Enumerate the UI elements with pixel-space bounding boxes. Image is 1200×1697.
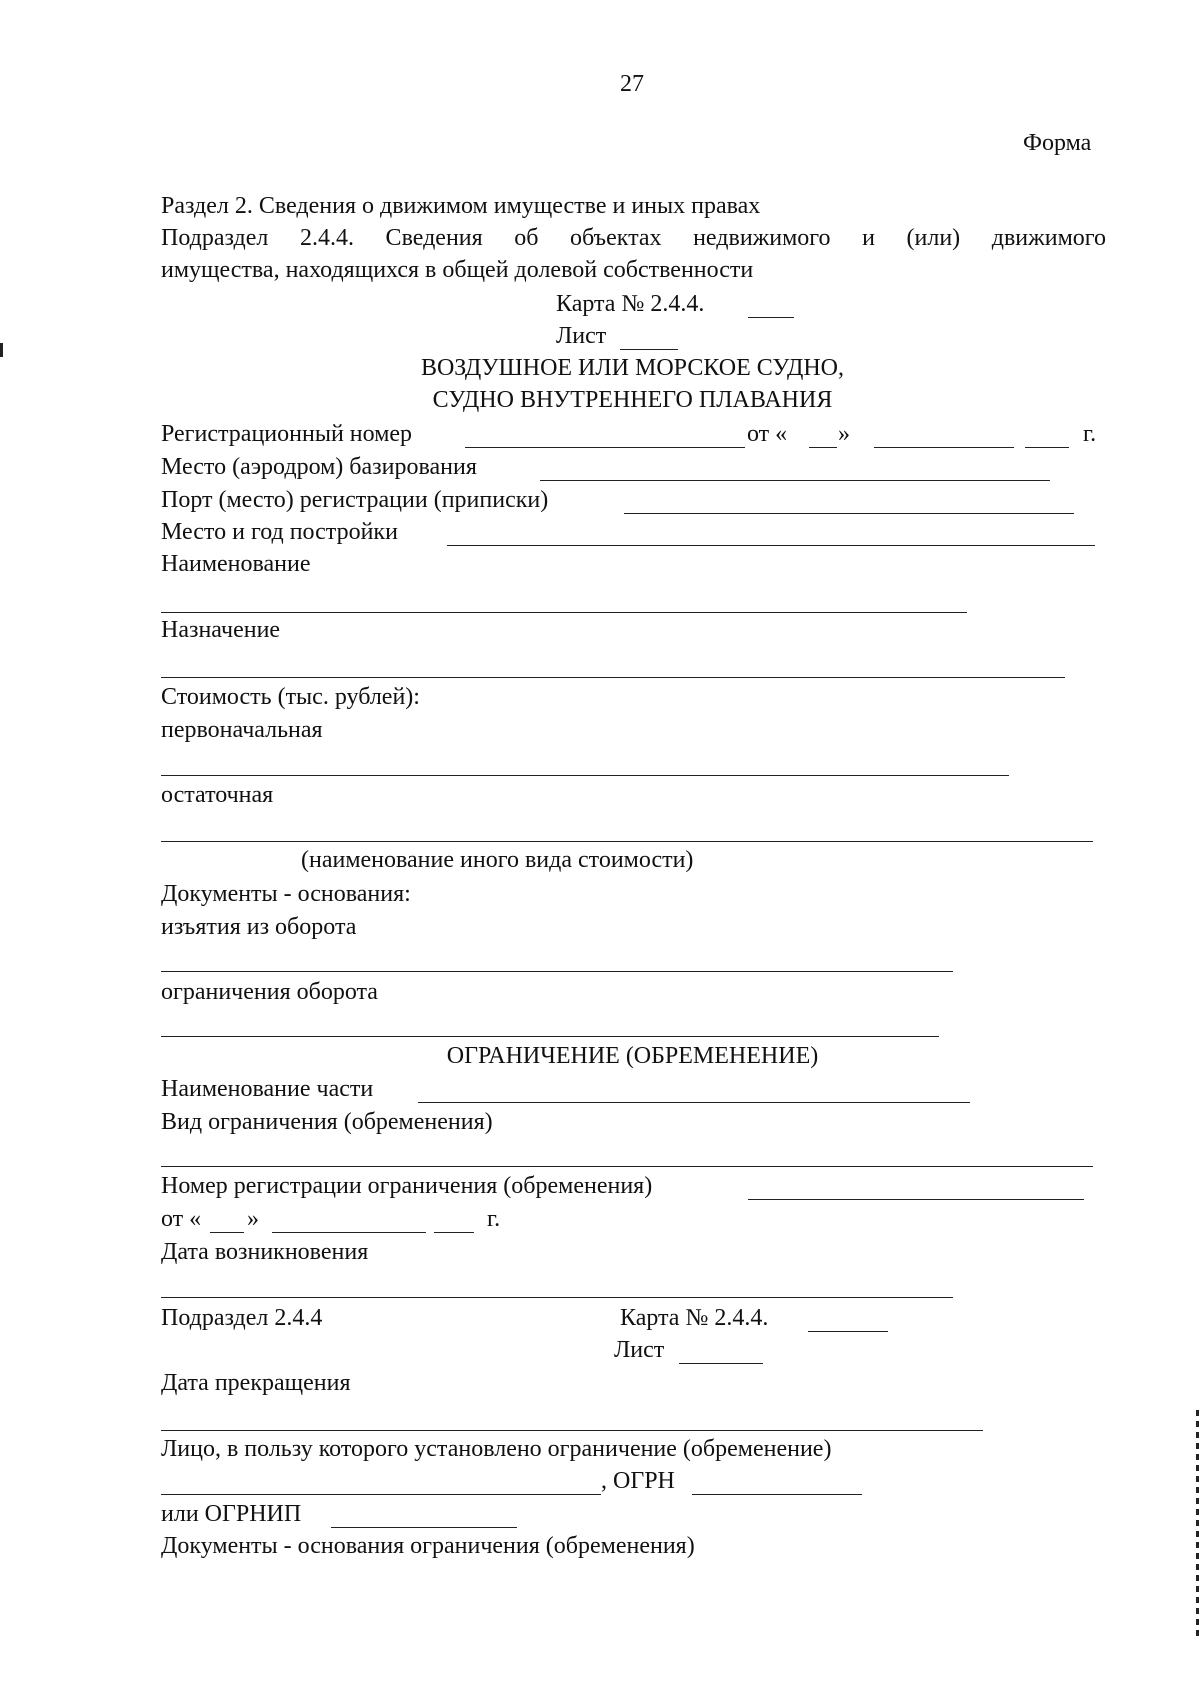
cost-initial-field[interactable] bbox=[161, 775, 1009, 776]
reg-date-year-field[interactable] bbox=[1025, 447, 1069, 448]
sheet-label: Лист bbox=[556, 323, 607, 349]
scan-mark-right bbox=[1196, 1410, 1199, 1640]
reg-date-day-field[interactable] bbox=[809, 447, 837, 448]
cost-initial-label: первоначальная bbox=[161, 717, 323, 743]
encumbrance-type-label: Вид ограничения (обременения) bbox=[161, 1109, 493, 1135]
form-title-line1: ВОЗДУШНОЕ ИЛИ МОРСКОЕ СУДНО, bbox=[420, 355, 845, 381]
purpose-label: Назначение bbox=[161, 617, 281, 643]
encumbrance-date-quote-close: » bbox=[247, 1206, 259, 1232]
withdrawal-label: изъятия из оборота bbox=[161, 914, 357, 940]
card-number-field[interactable] bbox=[748, 317, 794, 318]
encumbrance-date-month-field[interactable] bbox=[272, 1232, 426, 1233]
encumbrance-heading: ОГРАНИЧЕНИЕ (ОБРЕМЕНЕНИЕ) bbox=[446, 1043, 819, 1069]
page-number: 27 bbox=[620, 71, 644, 97]
build-place-year-label: Место и год постройки bbox=[161, 519, 398, 545]
encumbrance-date-year-suffix: г. bbox=[487, 1206, 501, 1232]
subsection-heading-line2: имущества, находящихся в общей долевой собственности bbox=[161, 257, 754, 283]
cost-residual-field[interactable] bbox=[161, 841, 1093, 842]
encumbrance-date-day-field[interactable] bbox=[210, 1232, 244, 1233]
subsection-heading-line1: Подраздел 2.4.4. Сведения об объектах недвижимого и (или) движимого bbox=[161, 225, 1106, 251]
ogrn-label: , ОГРН bbox=[601, 1468, 675, 1494]
end-date-field[interactable] bbox=[161, 1430, 983, 1431]
build-place-year-field[interactable] bbox=[447, 545, 1095, 546]
port-field[interactable] bbox=[624, 513, 1074, 514]
reg-date-from-label: от « bbox=[747, 421, 788, 447]
part-name-field[interactable] bbox=[418, 1102, 970, 1103]
docs-basis-label: Документы - основания: bbox=[161, 881, 411, 907]
ogrn-field[interactable] bbox=[692, 1494, 862, 1495]
end-date-label: Дата прекращения bbox=[161, 1370, 351, 1396]
section-heading: Раздел 2. Сведения о движимом имуществе и иных правах bbox=[161, 193, 761, 219]
base-place-field[interactable] bbox=[540, 480, 1050, 481]
footer-sheet-number-field[interactable] bbox=[679, 1363, 763, 1364]
basis-docs-label: Документы - основания ограничения (обременения) bbox=[161, 1533, 695, 1559]
start-date-field[interactable] bbox=[161, 1297, 953, 1298]
form-title-line2: СУДНО ВНУТРЕННЕГО ПЛАВАНИЯ bbox=[432, 387, 833, 413]
name-field[interactable] bbox=[161, 612, 967, 613]
form-label: Форма bbox=[1023, 130, 1092, 156]
reg-date-quote-close: » bbox=[838, 421, 850, 447]
reg-date-year-suffix: г. bbox=[1083, 421, 1097, 447]
ogrnip-field[interactable] bbox=[331, 1527, 517, 1528]
encumbrance-date-from-label: от « bbox=[161, 1206, 202, 1232]
beneficiary-label: Лицо, в пользу которого установлено ограничение (обременение) bbox=[161, 1436, 832, 1462]
base-place-label: Место (аэродром) базирования bbox=[161, 454, 477, 480]
circulation-limit-field[interactable] bbox=[161, 1036, 939, 1037]
footer-card-number-field[interactable] bbox=[808, 1331, 888, 1332]
encumbrance-type-field[interactable] bbox=[161, 1166, 1093, 1167]
encumbrance-reg-number-label: Номер регистрации ограничения (обременения) bbox=[161, 1173, 653, 1199]
encumbrance-reg-number-field[interactable] bbox=[748, 1199, 1084, 1200]
reg-number-label: Регистрационный номер bbox=[161, 421, 413, 447]
port-label: Порт (место) регистрации (приписки) bbox=[161, 487, 549, 513]
footer-card-label: Карта № 2.4.4. bbox=[620, 1305, 769, 1331]
footer-sheet-label: Лист bbox=[614, 1337, 665, 1363]
footer-subsection-label: Подраздел 2.4.4 bbox=[161, 1305, 323, 1331]
cost-label: Стоимость (тыс. рублей): bbox=[161, 684, 420, 710]
card-number-label: Карта № 2.4.4. bbox=[556, 291, 705, 317]
name-label: Наименование bbox=[161, 551, 311, 577]
ogrnip-label: или ОГРНИП bbox=[161, 1501, 302, 1527]
start-date-label: Дата возникновения bbox=[161, 1239, 369, 1265]
part-name-label: Наименование части bbox=[161, 1076, 374, 1102]
reg-number-field[interactable] bbox=[465, 447, 745, 448]
scan-mark-left bbox=[0, 343, 3, 357]
purpose-field[interactable] bbox=[161, 677, 1065, 678]
cost-residual-label: остаточная bbox=[161, 782, 274, 808]
withdrawal-field[interactable] bbox=[161, 971, 953, 972]
beneficiary-field[interactable] bbox=[161, 1494, 601, 1495]
circulation-limit-label: ограничения оборота bbox=[161, 979, 378, 1005]
encumbrance-date-year-field[interactable] bbox=[434, 1232, 474, 1233]
cost-other-hint: (наименование иного вида стоимости) bbox=[301, 847, 694, 873]
sheet-number-field[interactable] bbox=[620, 349, 678, 350]
reg-date-month-field[interactable] bbox=[874, 447, 1014, 448]
